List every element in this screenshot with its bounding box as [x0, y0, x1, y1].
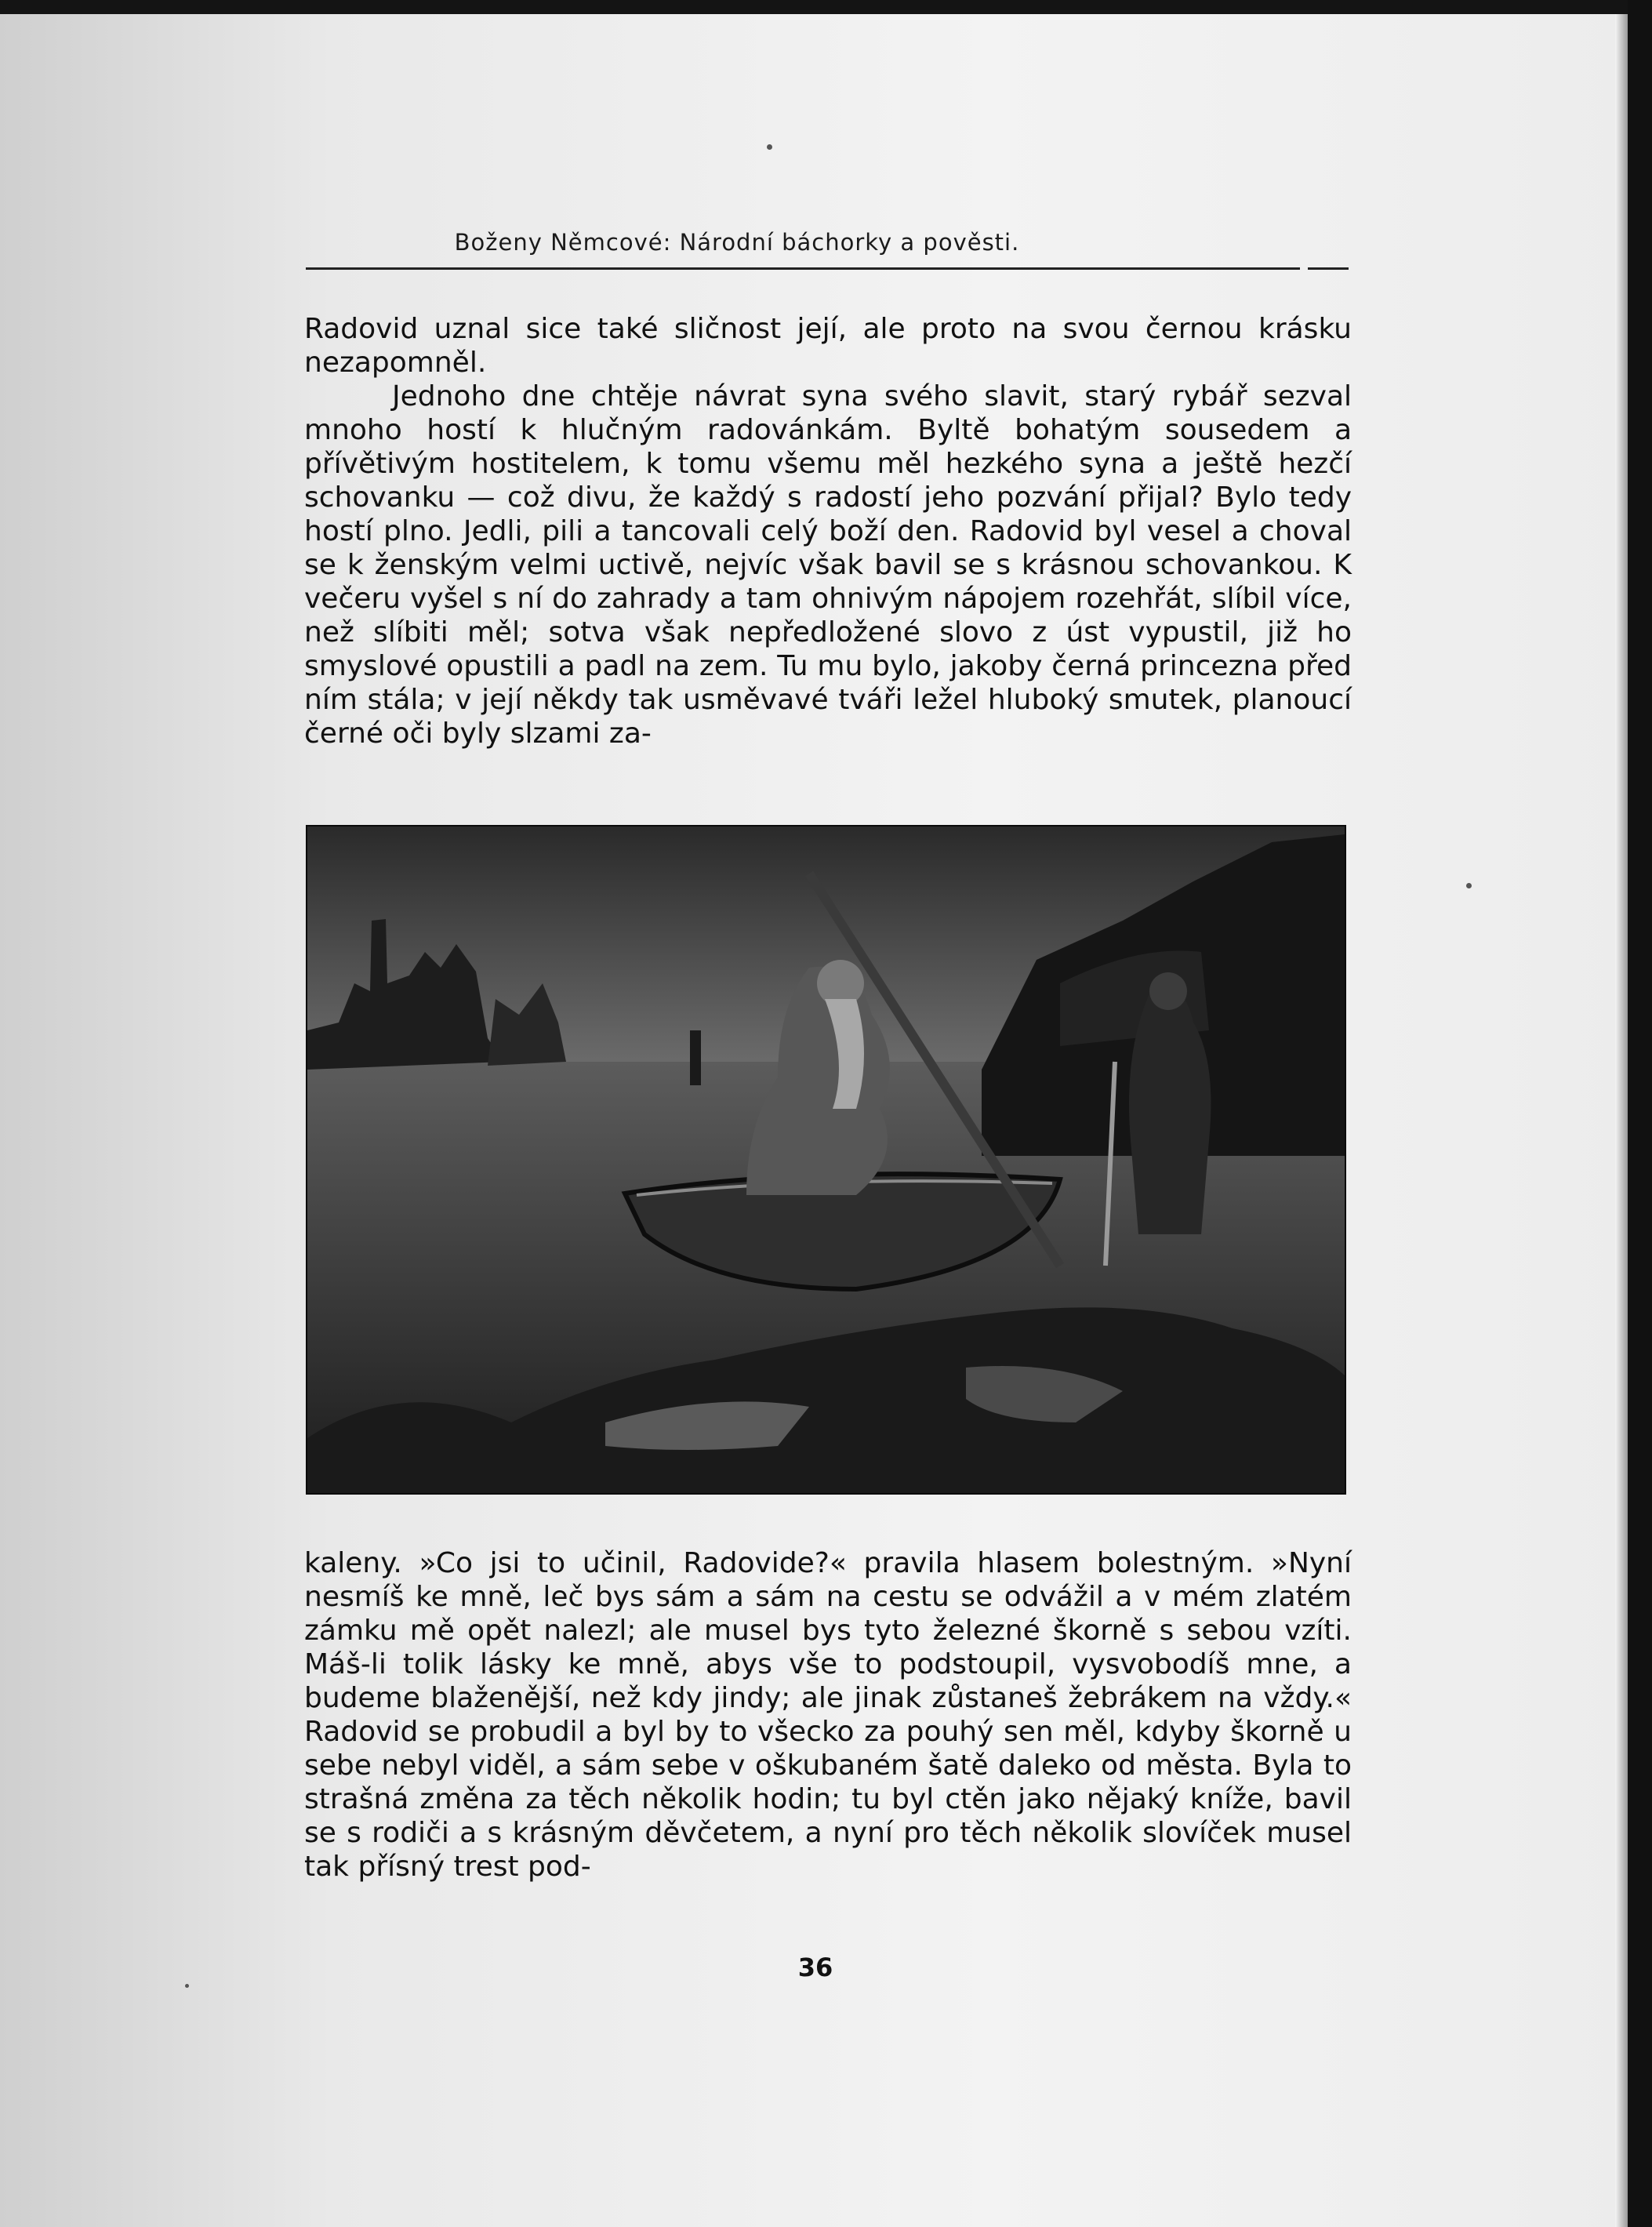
illustration [306, 825, 1346, 1495]
distant-post [690, 1030, 701, 1085]
paragraph: kaleny. »Co jsi to učinil, Radovide?« pravila hlasem bolestným. »Nyní nesmíš ke mně, leč bys sám a sám na cestu se odvážil a v mém zlatém zámku mě opět nalezl; ale musel bys tyto železné škorně s sebou vzíti. Máš-li tolik lásky ke mně, abys vše to podstoupil, vysvobodíš mne, a budeme blaženější, než kdy jindy; ale jinak zůstaneš žebrákem na vždy.« Radovid se probudil a byl by to všecko za pouhý sen měl, kdyby škorně u sebe nebyl viděl, a sám sebe v oškubaném šatě daleko od města. Byla to strašná změna za těch několik hodin; tu byl ctěn jako nějaký kníže, bavil se s rodiči a s krásným děvčetem, a nyní pro těch několik slovíček musel tak přísný trest pod- [304, 1547, 1352, 1883]
illustration-scene [307, 826, 1345, 1493]
dust-speck [185, 1984, 189, 1988]
scan-border-top [0, 0, 1652, 14]
running-header: Boženy Němcové: Národní báchorky a pověsti. [454, 229, 1020, 256]
traveler-head [1149, 972, 1187, 1010]
header-rule-short [1308, 267, 1349, 270]
scan-border-right [1628, 0, 1652, 2227]
page-edge-shadow [1615, 14, 1628, 2227]
dust-speck [767, 144, 772, 150]
page-number: 36 [797, 1953, 833, 1982]
paragraph: Radovid uznal sice také sličnost její, ale proto na svou černou krásku nezapomněl. [304, 313, 1352, 379]
header-rule [306, 267, 1300, 270]
paragraph: Jednoho dne chtěje návrat syna svého slavit, starý rybář sezval mnoho hostí k hlučným radovánkám. Byltě bohatým sousedem a přívětivým hostitelem, k tomu všemu měl hezkého syna a ještě hezčí schovanku — což divu, že každý s radostí jeho pozvání přijal? Bylo tedy hostí plno. Jedli, pili a tancovali celý boží den. Radovid byl vesel a choval se k ženským velmi uctivě, nejvíc však bavil se s krásnou schovankou. K večeru vyšel s ní do zahrady a tam ohnivým nápojem rozehřát, slíbil více, než slíbiti měl; sotva však nepředložené slovo z úst vypustil, již ho smyslové opustili a padl na zem. Tu mu bylo, jakoby černá princezna před ním stála; v její někdy tak usměvavé tváři ležel hluboký smutek, planoucí černé oči byly slzami za- [304, 380, 1352, 750]
dust-speck [1466, 883, 1472, 888]
